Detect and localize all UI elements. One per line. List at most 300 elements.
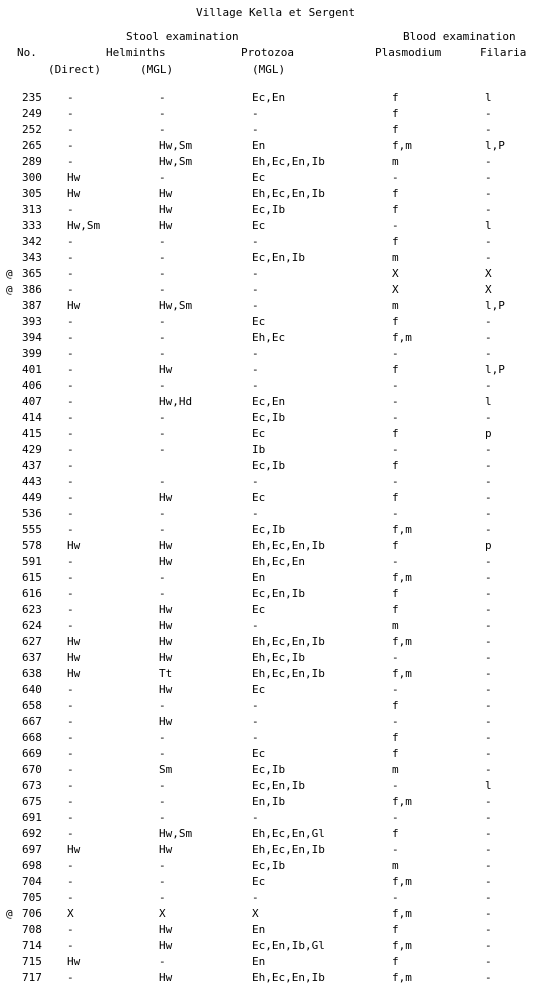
plasmodium-cell: f — [392, 587, 399, 600]
helminths-mgl-cell: - — [159, 171, 166, 184]
sample-number: 658 — [22, 699, 42, 712]
helminths-mgl-cell: - — [159, 443, 166, 456]
filaria-cell: p — [485, 427, 492, 440]
helminths-direct-cell: - — [67, 523, 74, 536]
helminths-mgl-cell: - — [159, 587, 166, 600]
table-row — [0, 652, 539, 668]
helminths-direct-cell: - — [67, 715, 74, 728]
sample-number: 691 — [22, 811, 42, 824]
plasmodium-cell: f — [392, 123, 399, 136]
table-row — [0, 716, 539, 732]
table-row — [0, 316, 539, 332]
table-row — [0, 764, 539, 780]
protozoa-cell: Ec,En,Ib — [252, 779, 305, 792]
protozoa-cell: Ec,Ib — [252, 523, 286, 536]
plasmodium-cell: f — [392, 827, 399, 840]
plasmodium-cell: f,m — [392, 523, 412, 536]
plasmodium-cell: f — [392, 363, 399, 376]
protozoa-cell: - — [252, 507, 259, 520]
helminths-direct-cell: - — [67, 571, 74, 584]
filaria-cell: - — [485, 763, 492, 776]
helminths-mgl-cell: - — [159, 955, 166, 968]
helminths-direct-cell: - — [67, 827, 74, 840]
helminths-mgl-cell: Hw,Sm — [159, 299, 193, 312]
helminths-mgl-cell: Hw — [159, 635, 173, 648]
plasmodium-cell: f,m — [392, 571, 412, 584]
sample-number: 249 — [22, 107, 42, 120]
table-row — [0, 236, 539, 252]
helminths-mgl-cell: Hw — [159, 683, 173, 696]
sample-number: 407 — [22, 395, 42, 408]
helminths-direct-cell: - — [67, 699, 74, 712]
filaria-cell: l,P — [485, 363, 505, 376]
sample-number: 715 — [22, 955, 42, 968]
plasmodium-cell: f — [392, 107, 399, 120]
helminths-direct-cell: - — [67, 459, 74, 472]
helminths-mgl-cell: - — [159, 523, 166, 536]
filaria-cell: - — [485, 923, 492, 936]
helminths-mgl-cell: X — [159, 907, 166, 920]
sample-number: 675 — [22, 795, 42, 808]
sample-number: 393 — [22, 315, 42, 328]
sample-number: 667 — [22, 715, 42, 728]
table-row — [0, 924, 539, 940]
helminths-mgl-cell: Hw — [159, 603, 173, 616]
helminths-mgl-cell: - — [159, 427, 166, 440]
table-row — [0, 204, 539, 220]
table-row — [0, 508, 539, 524]
protozoa-cell: En — [252, 139, 266, 152]
table-row — [0, 188, 539, 204]
filaria-cell: - — [485, 411, 492, 424]
sample-number: 669 — [22, 747, 42, 760]
helminths-mgl-cell: - — [159, 267, 166, 280]
helminths-mgl-cell: Hw — [159, 923, 173, 936]
sample-number: 623 — [22, 603, 42, 616]
filaria-cell: - — [485, 331, 492, 344]
helminths-mgl-cell: - — [159, 283, 166, 296]
filaria-cell: - — [485, 651, 492, 664]
protozoa-cell: - — [252, 299, 259, 312]
sample-number: 555 — [22, 523, 42, 536]
table-row — [0, 908, 539, 924]
plasmodium-cell: - — [392, 683, 399, 696]
helminths-mgl-cell: Hw — [159, 363, 173, 376]
plasmodium-cell: - — [392, 379, 399, 392]
helminths-direct-cell: - — [67, 363, 74, 376]
protozoa-cell: Ec,En — [252, 91, 286, 104]
plasmodium-cell: m — [392, 859, 399, 872]
helminths-direct-cell: - — [67, 347, 74, 360]
table-row — [0, 956, 539, 972]
plasmodium-cell: f,m — [392, 331, 412, 344]
plasmodium-cell: f — [392, 699, 399, 712]
plasmodium-cell: m — [392, 251, 399, 264]
sample-number: 401 — [22, 363, 42, 376]
plasmodium-cell: - — [392, 555, 399, 568]
protozoa-cell: Ec,Ib — [252, 411, 286, 424]
helminths-column-header: Helminths — [106, 46, 166, 59]
protozoa-cell: - — [252, 811, 259, 824]
sample-number: 638 — [22, 667, 42, 680]
protozoa-cell: Eh,Ec,En,Ib — [252, 971, 325, 984]
protozoa-cell: Eh,Ec,En,Ib — [252, 539, 325, 552]
helminths-mgl-cell: - — [159, 859, 166, 872]
sample-number: 704 — [22, 875, 42, 888]
table-row — [0, 108, 539, 124]
helminths-mgl-cell: Hw,Hd — [159, 395, 193, 408]
helminths-direct-cell: - — [67, 107, 74, 120]
plasmodium-cell: f — [392, 603, 399, 616]
helminths-direct-cell: - — [67, 971, 74, 984]
table-row — [0, 828, 539, 844]
table-row — [0, 812, 539, 828]
filaria-cell: - — [485, 155, 492, 168]
row-marker: @ — [6, 907, 13, 920]
table-row — [0, 220, 539, 236]
filaria-cell: - — [485, 635, 492, 648]
plasmodium-cell: f,m — [392, 667, 412, 680]
protozoa-cell: - — [252, 699, 259, 712]
filaria-cell: - — [485, 171, 492, 184]
plasmodium-cell: f — [392, 731, 399, 744]
helminths-mgl-cell: - — [159, 331, 166, 344]
plasmodium-cell: - — [392, 891, 399, 904]
table-row — [0, 668, 539, 684]
protozoa-cell: En,Ib — [252, 795, 286, 808]
helminths-mgl-cell: Hw — [159, 555, 173, 568]
data-table — [0, 92, 539, 988]
filaria-cell: - — [485, 203, 492, 216]
filaria-cell: - — [485, 747, 492, 760]
helminths-mgl-cell: - — [159, 699, 166, 712]
protozoa-cell: - — [252, 715, 259, 728]
helminths-direct-cell: - — [67, 811, 74, 824]
helminths-mgl-cell: Hw,Sm — [159, 155, 193, 168]
table-row — [0, 396, 539, 412]
helminths-direct-cell: - — [67, 923, 74, 936]
sample-number: 627 — [22, 635, 42, 648]
filaria-cell: - — [485, 667, 492, 680]
protozoa-cell: - — [252, 283, 259, 296]
table-row — [0, 796, 539, 812]
helminths-direct-cell: - — [67, 875, 74, 888]
sample-number: 415 — [22, 427, 42, 440]
table-row — [0, 700, 539, 716]
plasmodium-cell: f — [392, 491, 399, 504]
filaria-cell: - — [485, 859, 492, 872]
helminths-mgl-cell: - — [159, 795, 166, 808]
protozoa-column-header: Protozoa — [241, 46, 294, 59]
protozoa-cell: Ec — [252, 219, 266, 232]
sample-number: 578 — [22, 539, 42, 552]
filaria-cell: - — [485, 443, 492, 456]
helminths-mgl-cell: Hw — [159, 539, 173, 552]
sample-number: 706 — [22, 907, 42, 920]
protozoa-cell: X — [252, 907, 259, 920]
filaria-cell: - — [485, 315, 492, 328]
protozoa-cell: - — [252, 347, 259, 360]
table-row — [0, 444, 539, 460]
helminths-direct-cell: - — [67, 283, 74, 296]
protozoa-cell: Ib — [252, 443, 266, 456]
plasmodium-cell: f — [392, 203, 399, 216]
helminths-direct-cell: - — [67, 747, 74, 760]
filaria-cell: l,P — [485, 299, 505, 312]
plasmodium-cell: f,m — [392, 635, 412, 648]
helminths-mgl-cell: - — [159, 235, 166, 248]
protozoa-cell: - — [252, 123, 259, 136]
helminths-direct-cell: - — [67, 411, 74, 424]
helminths-mgl-cell: - — [159, 811, 166, 824]
sample-number: 429 — [22, 443, 42, 456]
sample-number: 449 — [22, 491, 42, 504]
helminths-mgl-cell: Hw — [159, 971, 173, 984]
table-row — [0, 492, 539, 508]
protozoa-cell: Ec — [252, 171, 266, 184]
filaria-cell: X — [485, 267, 492, 280]
table-row — [0, 380, 539, 396]
table-row — [0, 412, 539, 428]
helminths-direct-cell: - — [67, 475, 74, 488]
protozoa-cell: - — [252, 267, 259, 280]
protozoa-cell: Eh,Ec,En,Ib — [252, 187, 325, 200]
filaria-cell: - — [485, 955, 492, 968]
table-row — [0, 556, 539, 572]
plasmodium-cell: m — [392, 619, 399, 632]
protozoa-cell: Ec — [252, 491, 266, 504]
table-row — [0, 284, 539, 300]
direct-subheader: (Direct) — [48, 63, 101, 76]
helminths-mgl-cell: - — [159, 107, 166, 120]
helminths-mgl-cell: Hw — [159, 203, 173, 216]
sample-number: 615 — [22, 571, 42, 584]
table-row — [0, 684, 539, 700]
protozoa-cell: - — [252, 891, 259, 904]
sample-number: 443 — [22, 475, 42, 488]
sample-number: 313 — [22, 203, 42, 216]
helminths-mgl-cell: - — [159, 779, 166, 792]
table-row — [0, 364, 539, 380]
filaria-cell: l — [485, 395, 492, 408]
sample-number: 640 — [22, 683, 42, 696]
helminths-mgl-cell: Hw,Sm — [159, 139, 193, 152]
helminths-mgl-cell: - — [159, 507, 166, 520]
helminths-mgl-cell: Hw,Sm — [159, 827, 193, 840]
protozoa-cell: - — [252, 107, 259, 120]
sample-number: 616 — [22, 587, 42, 600]
protozoa-cell: - — [252, 235, 259, 248]
plasmodium-cell: X — [392, 267, 399, 280]
filaria-cell: - — [485, 475, 492, 488]
helminths-mgl-subheader: (MGL) — [140, 63, 174, 76]
sample-number: 708 — [22, 923, 42, 936]
table-row — [0, 732, 539, 748]
helminths-direct-cell: - — [67, 379, 74, 392]
protozoa-cell: Ec,En — [252, 395, 286, 408]
filaria-cell: l — [485, 91, 492, 104]
filaria-cell: - — [485, 619, 492, 632]
filaria-cell: - — [485, 715, 492, 728]
filaria-cell: - — [485, 347, 492, 360]
helminths-direct-cell: - — [67, 683, 74, 696]
sample-number: 717 — [22, 971, 42, 984]
filaria-cell: - — [485, 827, 492, 840]
sample-number: 414 — [22, 411, 42, 424]
filaria-cell: - — [485, 123, 492, 136]
helminths-direct-cell: Hw — [67, 843, 81, 856]
sample-number: 252 — [22, 123, 42, 136]
helminths-direct-cell: - — [67, 779, 74, 792]
plasmodium-cell: - — [392, 411, 399, 424]
helminths-direct-cell: - — [67, 555, 74, 568]
sample-number: 637 — [22, 651, 42, 664]
table-row — [0, 620, 539, 636]
protozoa-cell: Ec,Ib — [252, 203, 286, 216]
filaria-cell: - — [485, 459, 492, 472]
sample-number: 265 — [22, 139, 42, 152]
helminths-direct-cell: - — [67, 443, 74, 456]
helminths-mgl-cell: Tt — [159, 667, 173, 680]
protozoa-cell: Eh,Ec — [252, 331, 286, 344]
plasmodium-cell: f — [392, 539, 399, 552]
helminths-mgl-cell: - — [159, 747, 166, 760]
row-marker: @ — [6, 267, 13, 280]
sample-number: 365 — [22, 267, 42, 280]
filaria-cell: - — [485, 939, 492, 952]
table-row — [0, 172, 539, 188]
protozoa-cell: Ec — [252, 427, 266, 440]
helminths-mgl-cell: - — [159, 379, 166, 392]
sample-number: 300 — [22, 171, 42, 184]
table-row — [0, 572, 539, 588]
sample-number: 624 — [22, 619, 42, 632]
helminths-direct-cell: X — [67, 907, 74, 920]
no-column-header: No. — [17, 46, 37, 59]
table-row — [0, 860, 539, 876]
plasmodium-cell: f — [392, 747, 399, 760]
table-row — [0, 428, 539, 444]
helminths-direct-cell: - — [67, 891, 74, 904]
helminths-mgl-cell: - — [159, 411, 166, 424]
helminths-direct-cell: - — [67, 331, 74, 344]
page-title: Village Kella et Sergent — [196, 6, 355, 19]
protozoa-cell: Eh,Ec,En,Ib — [252, 843, 325, 856]
filaria-cell: p — [485, 539, 492, 552]
helminths-mgl-cell: - — [159, 251, 166, 264]
helminths-direct-cell: - — [67, 91, 74, 104]
sample-number: 399 — [22, 347, 42, 360]
table-row — [0, 892, 539, 908]
table-row — [0, 300, 539, 316]
plasmodium-cell: f — [392, 923, 399, 936]
plasmodium-cell: f — [392, 955, 399, 968]
table-row — [0, 748, 539, 764]
helminths-direct-cell: Hw — [67, 187, 81, 200]
helminths-mgl-cell: - — [159, 891, 166, 904]
helminths-mgl-cell: Hw — [159, 619, 173, 632]
helminths-mgl-cell: - — [159, 347, 166, 360]
protozoa-cell: Ec,Ib — [252, 459, 286, 472]
plasmodium-cell: f,m — [392, 971, 412, 984]
protozoa-cell: En — [252, 571, 266, 584]
helminths-direct-cell: - — [67, 267, 74, 280]
helminths-direct-cell: Hw — [67, 299, 81, 312]
plasmodium-cell: m — [392, 299, 399, 312]
helminths-mgl-cell: - — [159, 875, 166, 888]
filaria-cell: - — [485, 507, 492, 520]
helminths-direct-cell: - — [67, 203, 74, 216]
table-row — [0, 604, 539, 620]
filaria-column-header: Filaria — [480, 46, 527, 59]
protozoa-cell: - — [252, 731, 259, 744]
filaria-cell: - — [485, 875, 492, 888]
helminths-direct-cell: - — [67, 763, 74, 776]
filaria-cell: X — [485, 283, 492, 296]
plasmodium-cell: f — [392, 315, 399, 328]
helminths-direct-cell: - — [67, 603, 74, 616]
plasmodium-cell: X — [392, 283, 399, 296]
helminths-direct-cell: Hw — [67, 635, 81, 648]
sample-number: 437 — [22, 459, 42, 472]
sample-number: 714 — [22, 939, 42, 952]
helminths-direct-cell: Hw — [67, 539, 81, 552]
plasmodium-cell: f,m — [392, 939, 412, 952]
protozoa-cell: Eh,Ec,Ib — [252, 651, 305, 664]
protozoa-mgl-subheader: (MGL) — [252, 63, 286, 76]
filaria-cell: l — [485, 779, 492, 792]
sample-number: 342 — [22, 235, 42, 248]
table-row — [0, 972, 539, 988]
plasmodium-cell: - — [392, 219, 399, 232]
sample-number: 591 — [22, 555, 42, 568]
blood-examination-header: Blood examination — [403, 30, 516, 43]
protozoa-cell: Ec — [252, 315, 266, 328]
protozoa-cell: En — [252, 923, 266, 936]
filaria-cell: - — [485, 587, 492, 600]
plasmodium-cell: - — [392, 507, 399, 520]
plasmodium-cell: f — [392, 187, 399, 200]
plasmodium-cell: - — [392, 843, 399, 856]
filaria-cell: - — [485, 107, 492, 120]
plasmodium-cell: - — [392, 395, 399, 408]
protozoa-cell: Eh,Ec,En — [252, 555, 305, 568]
table-row — [0, 476, 539, 492]
filaria-cell: - — [485, 731, 492, 744]
helminths-mgl-cell: Hw — [159, 187, 173, 200]
plasmodium-cell: m — [392, 763, 399, 776]
helminths-direct-cell: - — [67, 587, 74, 600]
plasmodium-cell: f — [392, 427, 399, 440]
helminths-mgl-cell: Sm — [159, 763, 173, 776]
table-row — [0, 780, 539, 796]
protozoa-cell: Ec,En,Ib — [252, 587, 305, 600]
sample-number: 386 — [22, 283, 42, 296]
plasmodium-cell: - — [392, 443, 399, 456]
plasmodium-cell: - — [392, 715, 399, 728]
helminths-mgl-cell: Hw — [159, 715, 173, 728]
row-marker: @ — [6, 283, 13, 296]
table-row — [0, 636, 539, 652]
filaria-cell: - — [485, 971, 492, 984]
table-row — [0, 92, 539, 108]
helminths-direct-cell: - — [67, 395, 74, 408]
filaria-cell: - — [485, 523, 492, 536]
helminths-direct-cell: - — [67, 251, 74, 264]
sample-number: 673 — [22, 779, 42, 792]
filaria-cell: - — [485, 491, 492, 504]
filaria-cell: - — [485, 251, 492, 264]
